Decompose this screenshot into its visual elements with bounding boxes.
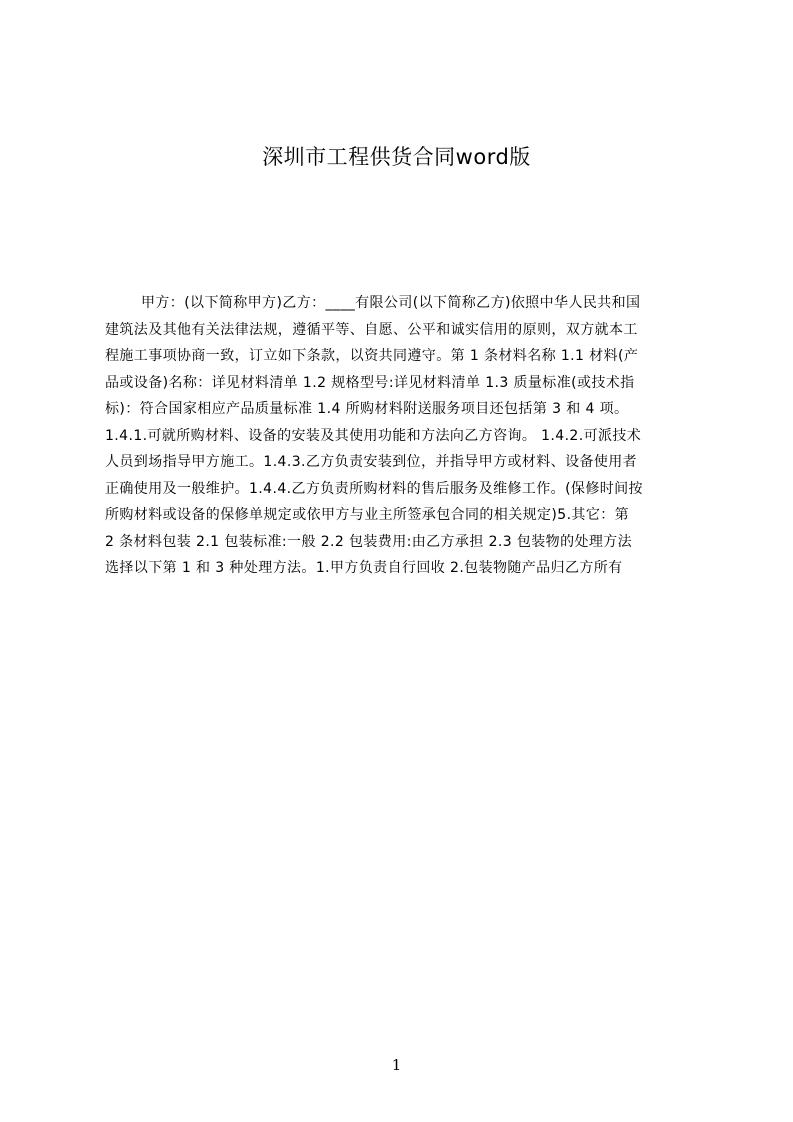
body-line-11: 选择以下第 1 和 3 种处理方法。1.甲方负责自行回收 2.包装物随产品归乙方所有 [105,560,623,576]
page-number: 1 [391,1056,402,1074]
document-title: 深圳市工程供货合同word版 [262,145,531,169]
body-line-5: 标)：符合国家相应产品质量标准 1.4 所购材料附送服务项目还包括第 3 和 4 项。 [105,401,629,417]
body-line-6: 1.4.1.可就所购材料、设备的安装及其使用功能和方法向乙方咨询。 1.4.2.可派技术 [105,427,642,444]
body-line-1: 甲方：(以下简称甲方)乙方：____有限公司(以下简称乙方)依照中华人民共和国 [141,295,641,311]
body-line-4: 品或设备)名称：详见材料清单 1.2 规格型号:详见材料清单 1.3 质量标准(或技术指 [105,374,635,391]
body-line-10: 2 条材料包装 2.1 包装标准:一般 2.2 包装费用:由乙方承担 2.3 包装物的处理方法 [105,533,633,550]
body-line-9: 所购材料或设备的保修单规定或依甲方与业主所签承包合同的相关规定)5.其它：第 [105,507,630,523]
body-line-2: 建筑法及其他有关法律法规，遵循平等、自愿、公平和诚实信用的原则，双方就本工 [105,321,638,338]
contract-body [105,290,705,582]
body-line-3: 程施工事项协商一致，订立如下条款，以资共同遵守。第 1 条材料名称 1.1 材料(产 [105,348,639,364]
body-line-7: 人员到场指导甲方施工。1.4.3.乙方负责安装到位，并指导甲方或材料、设备使用者 [105,454,638,470]
body-line-8: 正确使用及一般维护。1.4.4.乙方负责所购材料的售后服务及维修工作。(保修时间按 [105,480,643,497]
